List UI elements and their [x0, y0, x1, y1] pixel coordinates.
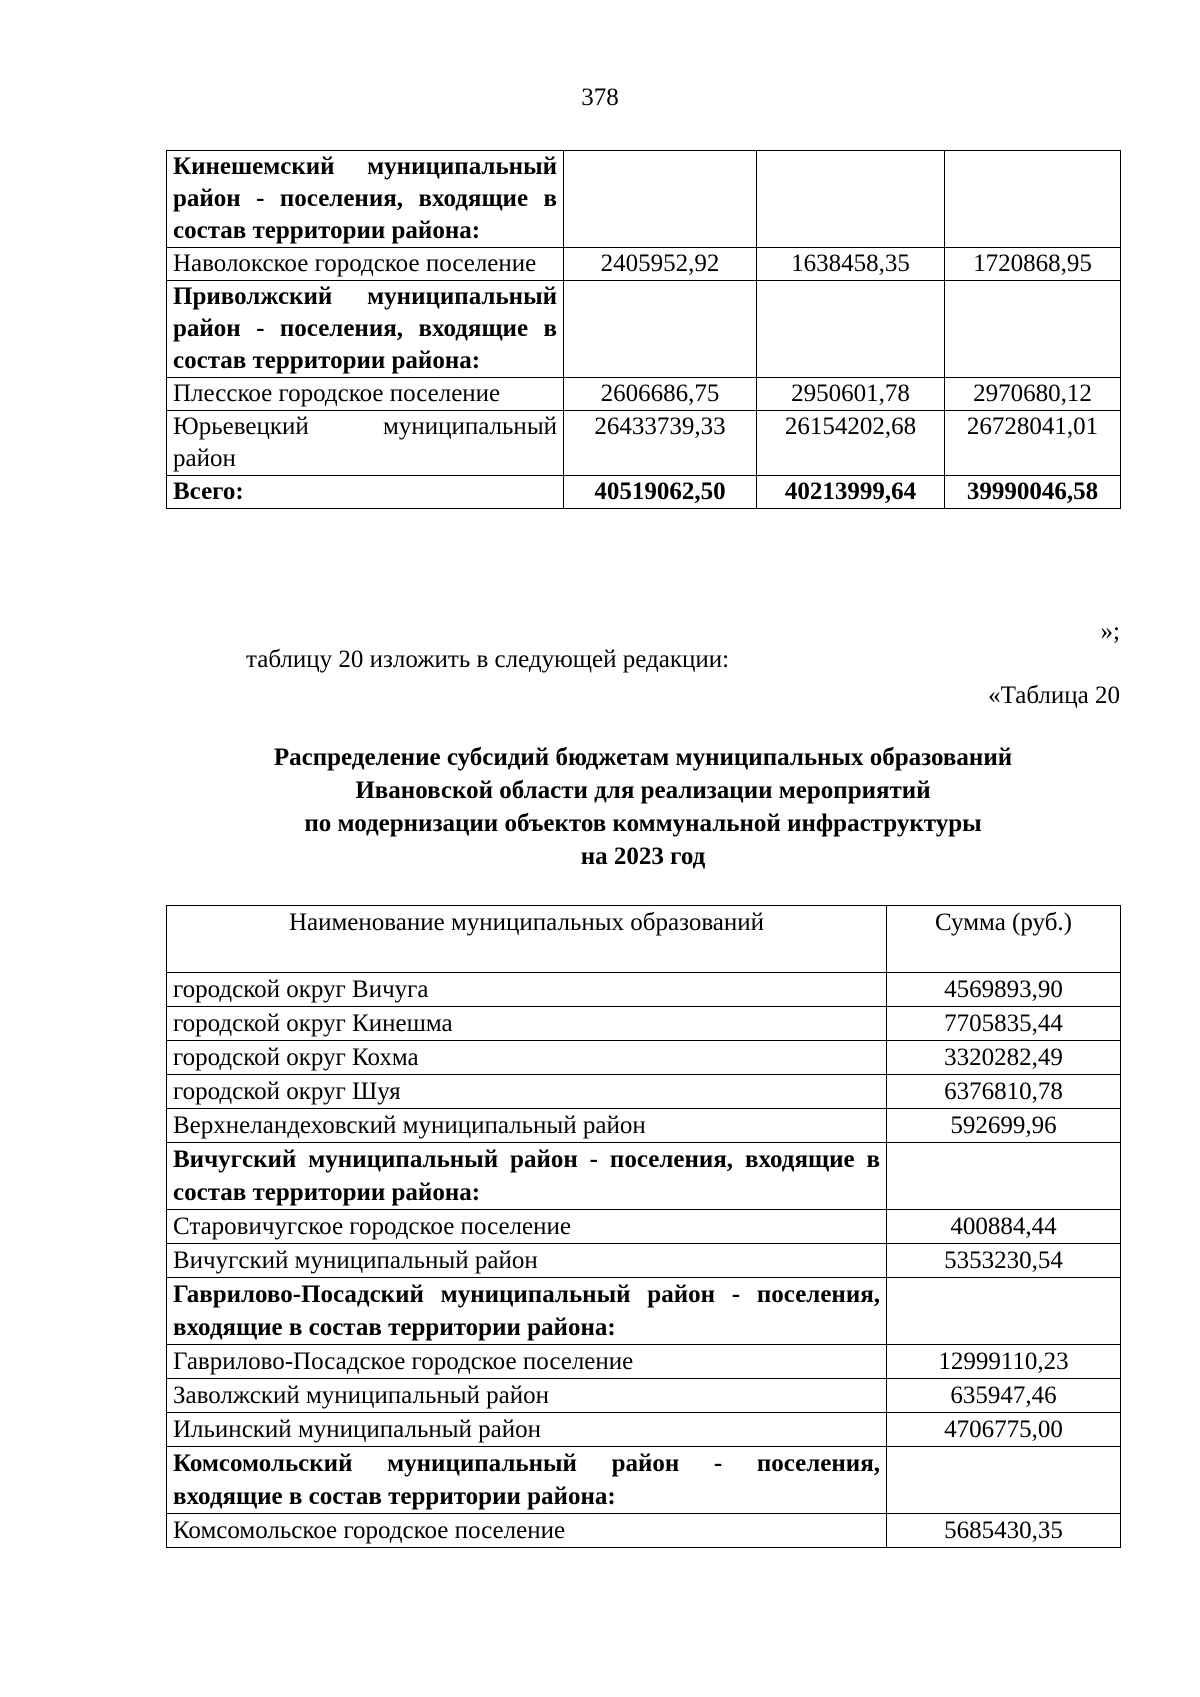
table-row — [167, 1109, 1121, 1143]
table-row — [167, 1345, 1121, 1379]
row-sum — [887, 1278, 1121, 1345]
table-row — [167, 1413, 1121, 1447]
row-value: 2970680,12 — [945, 378, 1121, 411]
row-name: Заволжский муниципальный район — [167, 1379, 887, 1413]
subsidy-table — [166, 905, 1121, 1548]
row-name: городской округ Вичуга — [167, 973, 887, 1007]
heading-line: Распределение субсидий бюджетам муниципальных образований — [273, 744, 1013, 771]
table-row — [167, 1210, 1121, 1244]
row-name: Верхнеландеховский муниципальный район — [167, 1109, 887, 1143]
row-sum: 3320282,49 — [887, 1041, 1121, 1075]
amendment-text: таблицу 20 изложить в следующей редакции: — [246, 646, 730, 673]
table-row — [167, 281, 1121, 378]
row-name: Вичугский муниципальный район - поселения, входящие в состав территории района: — [167, 1143, 887, 1210]
table-row — [167, 1244, 1121, 1278]
heading-line: по модернизации объектов коммунальной инфраструктуры — [304, 810, 982, 837]
table-row — [167, 1075, 1121, 1109]
row-value — [757, 281, 945, 378]
table-row — [167, 1379, 1121, 1413]
row-name: Комсомольское городское поселение — [167, 1514, 887, 1548]
row-name: Кинешемский муниципальный район - поселения, входящие в состав территории района: — [167, 151, 564, 248]
table-row — [167, 1514, 1121, 1548]
row-name: Гаврилово-Посадское городское поселение — [167, 1345, 887, 1379]
row-value: 1638458,35 — [757, 248, 945, 281]
table-row — [167, 378, 1121, 411]
row-sum: 5685430,35 — [887, 1514, 1121, 1548]
heading-line: на 2023 год — [580, 843, 706, 870]
row-name: городской округ Кохма — [167, 1041, 887, 1075]
row-name: Ильинский муниципальный район — [167, 1413, 887, 1447]
row-sum: 7705835,44 — [887, 1007, 1121, 1041]
row-sum: 6376810,78 — [887, 1075, 1121, 1109]
table-row — [167, 151, 1121, 248]
table-row — [167, 1041, 1121, 1075]
page-number: 378 — [581, 84, 619, 111]
table-row — [167, 411, 1121, 476]
row-value — [564, 281, 757, 378]
row-sum: 12999110,23 — [887, 1345, 1121, 1379]
closing-quote: »; — [1100, 618, 1120, 645]
row-name: Старовичугское городское поселение — [167, 1210, 887, 1244]
row-sum: 5353230,54 — [887, 1244, 1121, 1278]
row-name: Юрьевецкий муниципальный район — [167, 411, 564, 476]
row-sum: 4706775,00 — [887, 1413, 1121, 1447]
table-row — [167, 1278, 1121, 1345]
row-value — [945, 281, 1121, 378]
header-name: Наименование муниципальных образований — [167, 906, 887, 973]
table-row — [167, 973, 1121, 1007]
row-name: Вичугский муниципальный район — [167, 1244, 887, 1278]
row-value: 40519062,50 — [564, 476, 757, 509]
row-value — [564, 151, 757, 248]
header-sum: Сумма (руб.) — [887, 906, 1121, 973]
row-sum: 592699,96 — [887, 1109, 1121, 1143]
row-value — [757, 151, 945, 248]
row-name: Всего: — [167, 476, 564, 509]
row-name: Приволжский муниципальный район - поселения, входящие в состав территории района: — [167, 281, 564, 378]
row-name: Гаврилово-Посадский муниципальный район - поселения, входящие в состав территории района: — [167, 1278, 887, 1345]
row-sum — [887, 1447, 1121, 1514]
table-caption: «Таблица 20 — [988, 682, 1120, 709]
row-value: 26154202,68 — [757, 411, 945, 476]
row-sum — [887, 1143, 1121, 1210]
table-row — [167, 1143, 1121, 1210]
row-value: 26433739,33 — [564, 411, 757, 476]
table-row — [167, 1007, 1121, 1041]
row-value: 39990046,58 — [945, 476, 1121, 509]
row-sum: 400884,44 — [887, 1210, 1121, 1244]
row-name: Плесское городское поселение — [167, 378, 564, 411]
row-value: 40213999,64 — [757, 476, 945, 509]
row-value: 2950601,78 — [757, 378, 945, 411]
row-value: 26728041,01 — [945, 411, 1121, 476]
row-value: 2606686,75 — [564, 378, 757, 411]
row-value: 1720868,95 — [945, 248, 1121, 281]
row-sum: 4569893,90 — [887, 973, 1121, 1007]
previous-table-continuation — [166, 150, 1121, 509]
table-row — [167, 1447, 1121, 1514]
row-value — [945, 151, 1121, 248]
table-row — [167, 248, 1121, 281]
table-heading — [166, 741, 1120, 873]
table-row — [167, 476, 1121, 509]
row-name: Наволокское городское поселение — [167, 248, 564, 281]
row-name: городской округ Шуя — [167, 1075, 887, 1109]
table-header-row — [167, 906, 1121, 973]
row-name: городской округ Кинешма — [167, 1007, 887, 1041]
row-name: Комсомольский муниципальный район - поселения, входящие в состав территории района: — [167, 1447, 887, 1514]
row-sum: 635947,46 — [887, 1379, 1121, 1413]
row-value: 2405952,92 — [564, 248, 757, 281]
heading-line: Ивановской области для реализации мероприятий — [355, 777, 931, 804]
